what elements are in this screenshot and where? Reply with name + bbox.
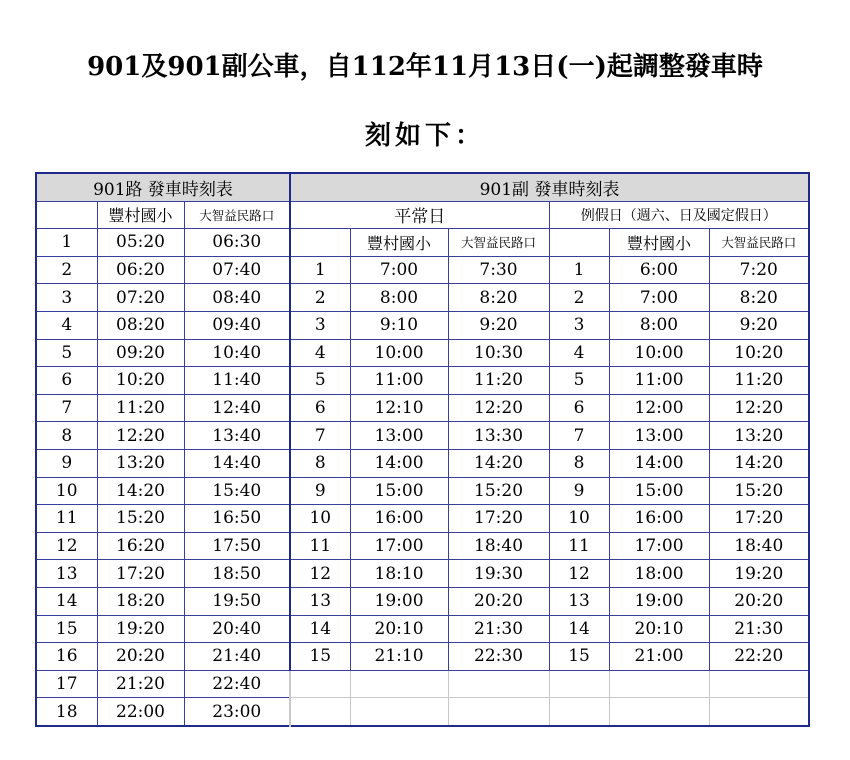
holiday-depart-fengcun: 21:00 [609, 643, 709, 671]
left-row-index: 8 [36, 422, 97, 450]
holiday-depart-fengcun: 19:00 [609, 587, 709, 615]
weekday-depart-dazhi: 14:20 [448, 449, 549, 477]
weekday-depart-dazhi: 13:30 [448, 422, 549, 450]
holiday-col-from-header: 豐村國小 [609, 229, 709, 257]
weekday-row-index: 2 [290, 284, 350, 312]
left-depart-dazhi: 09:40 [184, 311, 290, 339]
left-depart-fengcun: 20:20 [97, 643, 184, 671]
weekday-depart-dazhi: 18:40 [448, 532, 549, 560]
holiday-depart-dazhi: 17:20 [709, 505, 809, 533]
left-row-index: 15 [36, 615, 97, 643]
table-row [36, 505, 809, 533]
left-row-index: 3 [36, 284, 97, 312]
left-row-index: 1 [36, 229, 97, 257]
table-row [36, 560, 809, 588]
holiday-depart-dazhi: 18:40 [709, 532, 809, 560]
left-depart-dazhi: 11:40 [184, 367, 290, 395]
left-depart-dazhi: 07:40 [184, 256, 290, 284]
left-depart-fengcun: 09:20 [97, 339, 184, 367]
left-row-index: 9 [36, 449, 97, 477]
left-depart-fengcun: 08:20 [97, 311, 184, 339]
left-row-index: 7 [36, 394, 97, 422]
weekday-row-index: 6 [290, 394, 350, 422]
schedule-table [35, 172, 810, 727]
left-depart-fengcun: 11:20 [97, 394, 184, 422]
left-row-index: 18 [36, 698, 97, 726]
left-row-index: 5 [36, 339, 97, 367]
left-depart-fengcun: 13:20 [97, 449, 184, 477]
table-row [36, 532, 809, 560]
weekday-col-to-header: 大智益民路口 [448, 229, 549, 257]
left-row-index: 11 [36, 505, 97, 533]
table-row [36, 587, 809, 615]
weekday-depart-dazhi: 19:30 [448, 560, 549, 588]
table-row [36, 394, 809, 422]
holiday-row-index: 6 [549, 394, 609, 422]
left-row-index: 10 [36, 477, 97, 505]
table-row [36, 698, 809, 726]
holiday-row-index: 1 [549, 256, 609, 284]
table-row [36, 422, 809, 450]
holiday-depart-fengcun: 12:00 [609, 394, 709, 422]
left-depart-fengcun: 14:20 [97, 477, 184, 505]
table-row [36, 284, 809, 312]
left-depart-dazhi: 08:40 [184, 284, 290, 312]
weekday-row-index: 11 [290, 532, 350, 560]
empty-cell [350, 670, 448, 698]
weekday-depart-fengcun: 8:00 [350, 284, 448, 312]
weekday-depart-fengcun: 19:00 [350, 587, 448, 615]
weekday-row-index: 5 [290, 367, 350, 395]
holiday-row-index: 5 [549, 367, 609, 395]
holiday-depart-fengcun: 10:00 [609, 339, 709, 367]
weekday-row-index: 13 [290, 587, 350, 615]
left-col-to-header: 大智益民路口 [184, 201, 290, 229]
holiday-depart-fengcun: 16:00 [609, 505, 709, 533]
holiday-depart-dazhi: 22:20 [709, 643, 809, 671]
empty-cell [709, 670, 809, 698]
holiday-depart-fengcun: 8:00 [609, 311, 709, 339]
weekday-depart-dazhi: 9:20 [448, 311, 549, 339]
holiday-depart-dazhi: 15:20 [709, 477, 809, 505]
weekday-row-index: 10 [290, 505, 350, 533]
weekday-row-index: 12 [290, 560, 350, 588]
weekday-row-index: 8 [290, 449, 350, 477]
page-title-continued: 刻如下： [364, 121, 485, 151]
table-row [36, 256, 809, 284]
weekday-depart-fengcun: 12:10 [350, 394, 448, 422]
weekday-row-index: 3 [290, 311, 350, 339]
holiday-depart-dazhi: 9:20 [709, 311, 809, 339]
left-depart-dazhi: 16:50 [184, 505, 290, 533]
weekday-depart-fengcun: 13:00 [350, 422, 448, 450]
holiday-row-index: 3 [549, 311, 609, 339]
weekday-col-from-header: 豐村國小 [350, 229, 448, 257]
holiday-row-index: 13 [549, 587, 609, 615]
holiday-row-index: 4 [549, 339, 609, 367]
empty-cell [709, 698, 809, 726]
left-depart-dazhi: 23:00 [184, 698, 290, 726]
holiday-row-index: 7 [549, 422, 609, 450]
weekday-depart-dazhi: 11:20 [448, 367, 549, 395]
left-depart-dazhi: 10:40 [184, 339, 290, 367]
empty-cell [609, 698, 709, 726]
weekday-row-index: 7 [290, 422, 350, 450]
holiday-col-to-header: 大智益民路口 [709, 229, 809, 257]
holiday-depart-fengcun: 7:00 [609, 284, 709, 312]
weekday-depart-fengcun: 18:10 [350, 560, 448, 588]
weekday-depart-fengcun: 15:00 [350, 477, 448, 505]
left-depart-fengcun: 07:20 [97, 284, 184, 312]
weekday-row-index: 14 [290, 615, 350, 643]
weekday-depart-dazhi: 22:30 [448, 643, 549, 671]
left-depart-fengcun: 22:00 [97, 698, 184, 726]
left-row-index: 6 [36, 367, 97, 395]
empty-cell [609, 670, 709, 698]
holiday-row-index: 9 [549, 477, 609, 505]
left-depart-dazhi: 15:40 [184, 477, 290, 505]
holiday-depart-fengcun: 20:10 [609, 615, 709, 643]
weekday-depart-fengcun: 10:00 [350, 339, 448, 367]
weekday-row-index: 15 [290, 643, 350, 671]
holiday-depart-dazhi: 14:20 [709, 449, 809, 477]
weekday-depart-fengcun: 14:00 [350, 449, 448, 477]
holiday-depart-dazhi: 8:20 [709, 284, 809, 312]
left-depart-fengcun: 17:20 [97, 560, 184, 588]
holiday-row-index: 8 [549, 449, 609, 477]
holiday-depart-dazhi: 19:20 [709, 560, 809, 588]
left-row-index: 12 [36, 532, 97, 560]
left-index-header [36, 201, 97, 229]
left-depart-fengcun: 16:20 [97, 532, 184, 560]
holiday-index-header [549, 229, 609, 257]
left-depart-fengcun: 12:20 [97, 422, 184, 450]
empty-cell [350, 698, 448, 726]
left-depart-fengcun: 10:20 [97, 367, 184, 395]
holiday-row-index: 11 [549, 532, 609, 560]
left-depart-dazhi: 20:40 [184, 615, 290, 643]
holiday-row-index: 2 [549, 284, 609, 312]
left-depart-dazhi: 21:40 [184, 643, 290, 671]
left-depart-fengcun: 05:20 [97, 229, 184, 257]
table-row [36, 615, 809, 643]
holiday-depart-fengcun: 14:00 [609, 449, 709, 477]
empty-cell [448, 670, 549, 698]
weekday-row-index: 9 [290, 477, 350, 505]
weekday-depart-fengcun: 20:10 [350, 615, 448, 643]
table-title-901-sub: 901副 發車時刻表 [290, 173, 809, 201]
empty-cell [448, 698, 549, 726]
holiday-depart-fengcun: 15:00 [609, 477, 709, 505]
table-row [36, 670, 809, 698]
table-title-901: 901路 發車時刻表 [36, 173, 290, 201]
holiday-depart-fengcun: 6:00 [609, 256, 709, 284]
weekday-depart-fengcun: 9:10 [350, 311, 448, 339]
left-depart-dazhi: 19:50 [184, 587, 290, 615]
weekday-depart-dazhi: 10:30 [448, 339, 549, 367]
table-row [36, 311, 809, 339]
holiday-depart-dazhi: 10:20 [709, 339, 809, 367]
left-depart-dazhi: 18:50 [184, 560, 290, 588]
weekday-header: 平常日 [290, 201, 549, 229]
left-depart-fengcun: 15:20 [97, 505, 184, 533]
holiday-depart-dazhi: 13:20 [709, 422, 809, 450]
weekday-depart-fengcun: 16:00 [350, 505, 448, 533]
weekday-depart-dazhi: 17:20 [448, 505, 549, 533]
holiday-header: 例假日（週六、日及國定假日） [549, 201, 809, 229]
table-row [36, 477, 809, 505]
left-depart-fengcun: 18:20 [97, 587, 184, 615]
holiday-row-index: 15 [549, 643, 609, 671]
left-depart-dazhi: 06:30 [184, 229, 290, 257]
table-row [36, 229, 809, 257]
holiday-depart-fengcun: 17:00 [609, 532, 709, 560]
left-depart-dazhi: 12:40 [184, 394, 290, 422]
left-depart-dazhi: 17:50 [184, 532, 290, 560]
holiday-depart-fengcun: 11:00 [609, 367, 709, 395]
table-row [36, 339, 809, 367]
empty-cell [290, 698, 350, 726]
weekday-depart-fengcun: 17:00 [350, 532, 448, 560]
weekday-depart-dazhi: 21:30 [448, 615, 549, 643]
holiday-depart-fengcun: 13:00 [609, 422, 709, 450]
holiday-depart-fengcun: 18:00 [609, 560, 709, 588]
weekday-depart-dazhi: 15:20 [448, 477, 549, 505]
page-title: 901及901副公車，自112年11月13日(一)起調整發車時 [87, 52, 763, 82]
table-row [36, 643, 809, 671]
weekday-depart-fengcun: 21:10 [350, 643, 448, 671]
left-depart-fengcun: 19:20 [97, 615, 184, 643]
empty-cell [290, 670, 350, 698]
empty-cell [549, 670, 609, 698]
holiday-depart-dazhi: 12:20 [709, 394, 809, 422]
left-row-index: 17 [36, 670, 97, 698]
empty-cell [549, 698, 609, 726]
left-depart-dazhi: 22:40 [184, 670, 290, 698]
holiday-depart-dazhi: 21:30 [709, 615, 809, 643]
table-row [36, 367, 809, 395]
holiday-depart-dazhi: 7:20 [709, 256, 809, 284]
left-depart-dazhi: 14:40 [184, 449, 290, 477]
weekday-depart-fengcun: 11:00 [350, 367, 448, 395]
left-depart-fengcun: 21:20 [97, 670, 184, 698]
weekday-row-index: 4 [290, 339, 350, 367]
weekday-depart-dazhi: 12:20 [448, 394, 549, 422]
left-row-index: 14 [36, 587, 97, 615]
holiday-row-index: 12 [549, 560, 609, 588]
weekday-depart-dazhi: 20:20 [448, 587, 549, 615]
holiday-row-index: 10 [549, 505, 609, 533]
holiday-depart-dazhi: 11:20 [709, 367, 809, 395]
weekday-depart-dazhi: 8:20 [448, 284, 549, 312]
weekday-depart-dazhi: 7:30 [448, 256, 549, 284]
holiday-row-index: 14 [549, 615, 609, 643]
weekday-row-index: 1 [290, 256, 350, 284]
table-row [36, 449, 809, 477]
holiday-depart-dazhi: 20:20 [709, 587, 809, 615]
left-col-from-header: 豐村國小 [97, 201, 184, 229]
weekday-index-header [290, 229, 350, 257]
left-row-index: 13 [36, 560, 97, 588]
left-depart-fengcun: 06:20 [97, 256, 184, 284]
left-depart-dazhi: 13:40 [184, 422, 290, 450]
left-row-index: 16 [36, 643, 97, 671]
left-row-index: 4 [36, 311, 97, 339]
weekday-depart-fengcun: 7:00 [350, 256, 448, 284]
left-row-index: 2 [36, 256, 97, 284]
